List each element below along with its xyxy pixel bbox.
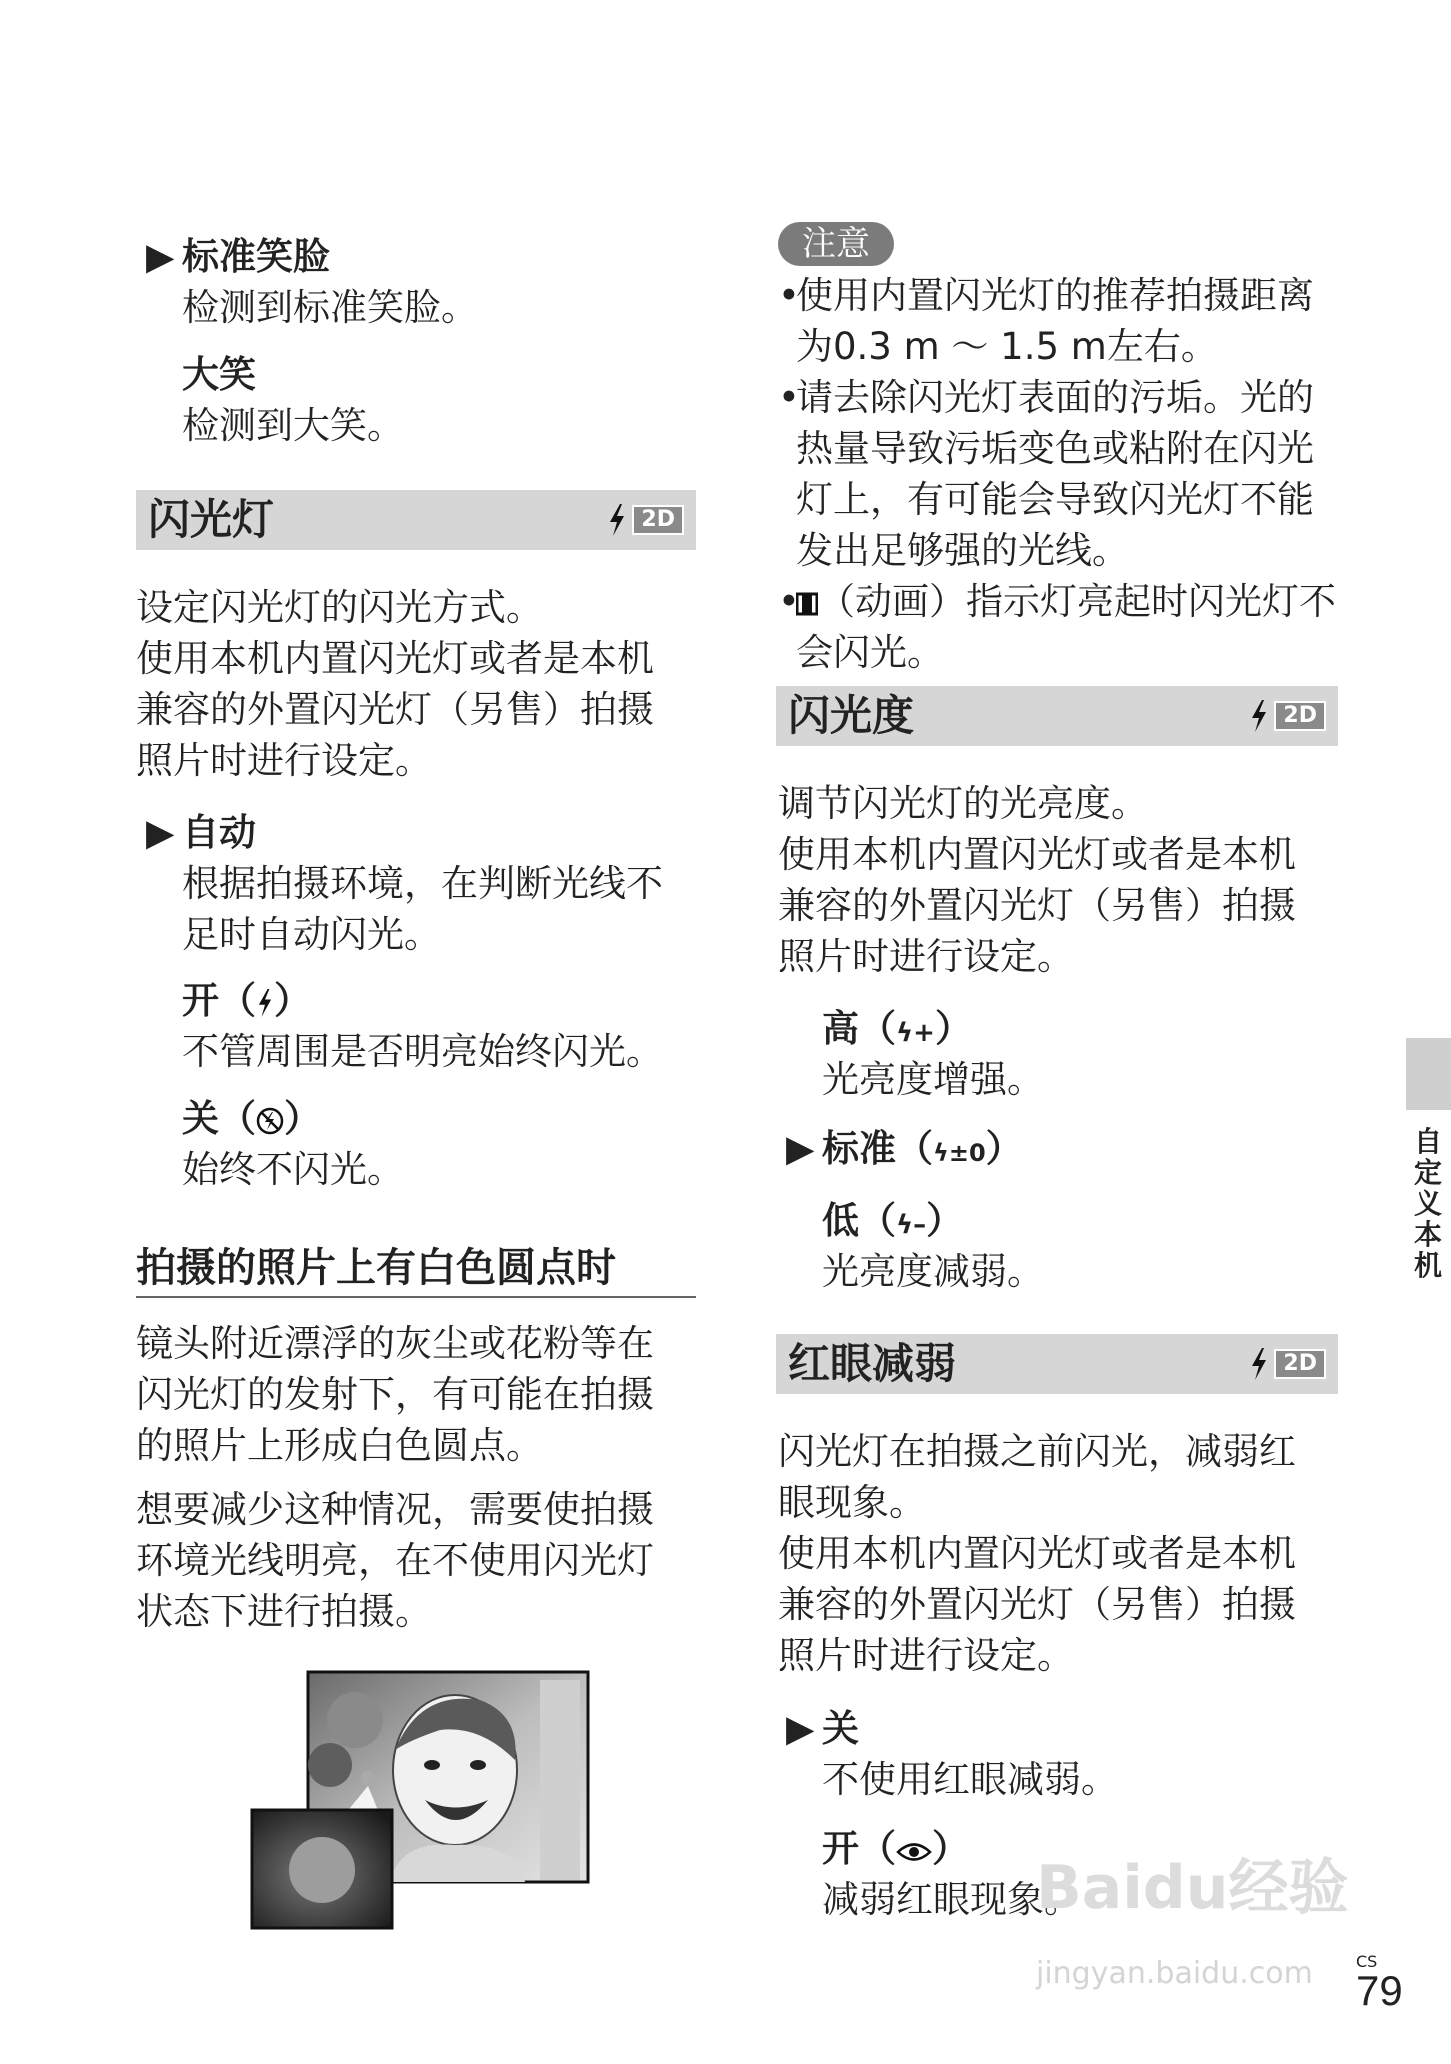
2d-badge: 2D — [1274, 701, 1326, 731]
text-line: 足时自动闪光。 — [182, 913, 441, 956]
section-title: 闪光度 — [788, 691, 915, 740]
note-badge: 注意 — [778, 222, 894, 266]
dots-paragraph-1 — [136, 1318, 654, 1471]
flash-standard-icon: ϟ±0 — [933, 1139, 986, 1167]
flash-description — [136, 582, 654, 786]
dots-paragraph-2 — [136, 1484, 654, 1637]
option-label-end: ） — [985, 1127, 1023, 1170]
section-flash-header — [136, 490, 696, 550]
option-label: 关 — [822, 1707, 859, 1750]
flash-bolt-icon — [607, 504, 627, 536]
text-line: 设定闪光灯的闪光方式。 — [136, 586, 543, 629]
option-high — [822, 1004, 972, 1058]
note-list — [778, 270, 1336, 678]
option-label: 高（ — [822, 1007, 896, 1050]
movie-film-icon — [796, 591, 818, 617]
flash-minus-icon: ϟ– — [896, 1210, 927, 1240]
mode-icons — [607, 504, 684, 536]
text-line: 发出足够强的光线。 — [796, 529, 1129, 572]
option-desc: 光亮度减弱。 — [822, 1250, 1044, 1293]
heading-rule — [136, 1296, 696, 1298]
text-line: 为0.3 m ～ 1.5 m左右。 — [796, 325, 1218, 368]
option-label: 标准（ — [822, 1127, 933, 1170]
flash-bolt-icon — [1249, 700, 1269, 732]
flash-off-icon — [256, 1107, 284, 1135]
section-flash-level-header — [776, 686, 1338, 746]
text-line: 环境光线明亮，在不使用闪光灯 — [136, 1539, 654, 1582]
option-label: 标准笑脸 — [182, 235, 330, 278]
bullet-icon: • — [778, 376, 800, 419]
section-title: 红眼减弱 — [788, 1339, 957, 1388]
option-label-end: ） — [934, 1007, 972, 1050]
flash-level-description — [778, 778, 1296, 982]
option-off — [182, 1094, 321, 1144]
text-line: 闪光灯的发射下，有可能在拍摄 — [136, 1373, 654, 1416]
default-marker-icon: ▶ — [786, 1707, 815, 1750]
option-standard-smile — [146, 232, 330, 282]
text-line: 会闪光。 — [796, 631, 944, 674]
bullet-icon: • — [778, 274, 800, 317]
option-on — [182, 976, 311, 1026]
section-red-eye-header — [776, 1334, 1338, 1394]
option-label-end: ） — [926, 1199, 964, 1242]
text-line: 使用本机内置闪光灯或者是本机 — [136, 637, 654, 680]
option-red-eye-off — [786, 1704, 859, 1754]
text-line: 照片时进行设定。 — [778, 935, 1074, 978]
option-desc: 不管周围是否明亮始终闪光。 — [182, 1030, 663, 1073]
section-title: 闪光灯 — [148, 495, 275, 544]
option-desc: 减弱红眼现象。 — [822, 1878, 1081, 1921]
text-line: （动画）指示灯亮起时闪光灯不 — [818, 580, 1336, 623]
text-line: 灯上，有可能会导致闪光灯不能 — [796, 478, 1314, 521]
2d-badge: 2D — [1274, 1349, 1326, 1379]
text-line: 状态下进行拍摄。 — [136, 1590, 432, 1633]
watermark-logo: Baidu经验 — [1036, 1853, 1349, 1923]
option-label-end: ） — [932, 1827, 969, 1870]
language-code: CS — [1356, 1952, 1378, 1971]
chapter-label: 自定义本机 — [1413, 1125, 1442, 1282]
page-number: 79 — [1356, 1967, 1403, 2014]
option-label: 开（ — [822, 1827, 896, 1870]
red-eye-icon — [896, 1839, 932, 1865]
2d-badge: 2D — [632, 505, 684, 535]
note-item — [778, 576, 1336, 627]
watermark-url: jingyan.baidu.com — [1036, 1956, 1313, 1991]
text-line: 热量导致污垢变色或粘附在闪光 — [796, 427, 1314, 470]
flash-plus-icon: ϟ+ — [896, 1018, 935, 1048]
flash-bolt-icon — [256, 989, 274, 1017]
option-red-eye-on — [822, 1824, 969, 1874]
option-label: 自动 — [182, 811, 256, 854]
default-marker-icon: ▶ — [146, 235, 175, 278]
default-marker-icon: ▶ — [146, 811, 175, 854]
option-label: 低（ — [822, 1199, 896, 1242]
option-auto — [146, 808, 256, 858]
option-standard — [786, 1124, 1023, 1178]
red-eye-description — [778, 1426, 1296, 1681]
text-line: 使用本机内置闪光灯或者是本机 — [778, 833, 1296, 876]
text-line: 照片时进行设定。 — [778, 1634, 1074, 1677]
option-desc — [182, 858, 663, 960]
option-desc: 不使用红眼减弱。 — [822, 1758, 1118, 1801]
mode-icons — [1249, 1348, 1326, 1380]
option-desc: 检测到标准笑脸。 — [182, 286, 478, 329]
option-label: 开（ — [182, 979, 256, 1022]
text-line: 使用本机内置闪光灯或者是本机 — [778, 1532, 1296, 1575]
option-label-end: ） — [284, 1097, 321, 1140]
option-low — [822, 1196, 963, 1250]
child-photo-image — [250, 1670, 590, 1930]
note-item — [778, 270, 1336, 321]
option-desc: 始终不闪光。 — [182, 1148, 404, 1191]
text-line: 请去除闪光灯表面的污垢。光的 — [796, 376, 1314, 419]
text-line: 想要减少这种情况，需要使拍摄 — [136, 1488, 654, 1531]
chapter-tab — [1406, 1038, 1451, 1110]
text-line: 调节闪光灯的光亮度。 — [778, 782, 1148, 825]
text-line: 闪光灯在拍摄之前闪光，减弱红 — [778, 1430, 1296, 1473]
option-label-end: ） — [274, 979, 311, 1022]
flash-bolt-icon — [1249, 1348, 1269, 1380]
bullet-icon: • — [778, 580, 800, 623]
text-line: 兼容的外置闪光灯（另售）拍摄 — [778, 1583, 1296, 1626]
option-desc: 光亮度增强。 — [822, 1058, 1044, 1101]
text-line: 使用内置闪光灯的推荐拍摄距离 — [796, 274, 1314, 317]
text-line: 兼容的外置闪光灯（另售）拍摄 — [136, 688, 654, 731]
subsection-heading: 拍摄的照片上有白色圆点时 — [136, 1245, 616, 1291]
text-line: 根据拍摄环境，在判断光线不 — [182, 862, 663, 905]
text-line: 兼容的外置闪光灯（另售）拍摄 — [778, 884, 1296, 927]
white-dot-illustration — [250, 1670, 590, 1930]
mode-icons — [1249, 700, 1326, 732]
note-item — [778, 372, 1336, 423]
text-line: 照片时进行设定。 — [136, 739, 432, 782]
text-line: 眼现象。 — [778, 1481, 926, 1524]
option-desc: 检测到大笑。 — [182, 404, 404, 447]
option-big-smile: 大笑 — [182, 353, 256, 396]
option-label: 关（ — [182, 1097, 256, 1140]
default-marker-icon: ▶ — [786, 1127, 815, 1170]
text-line: 镜头附近漂浮的灰尘或花粉等在 — [136, 1322, 654, 1365]
text-line: 的照片上形成白色圆点。 — [136, 1424, 543, 1467]
